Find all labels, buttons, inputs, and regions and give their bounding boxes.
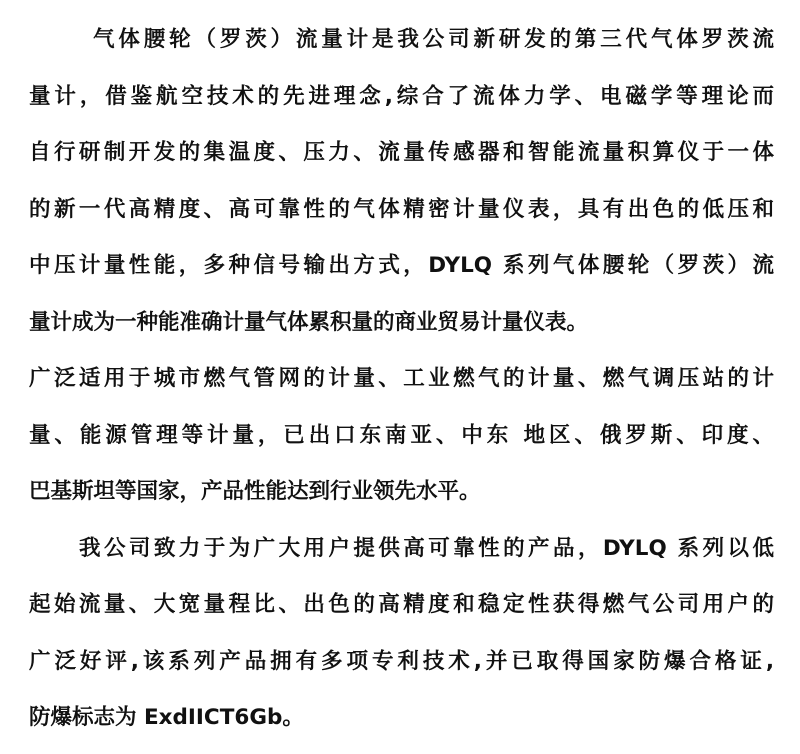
paragraph-1-line-4: 的新一代高精度、高可靠性的气体精密计量仪表，具有出色的低压和: [29, 196, 774, 222]
paragraph-3-line-2: 起始流量、大宽量程比、出色的高精度和稳定性获得燃气公司用户的: [29, 592, 774, 617]
paragraph-1-line-3: 自行研制开发的集温度、压力、流量传感器和智能流量积算仪于一体: [29, 140, 774, 165]
paragraph-1-line-1: 气体腰轮（罗茨）流量计是我公司新研发的第三代气体罗茨流: [93, 27, 774, 52]
paragraph-2-line-2: 量、能源管理等计量，已出口东南亚、中东 地区、俄罗斯、印度、: [29, 422, 774, 448]
paragraph-2-line-1: 广泛适用于城市燃气管网的计量、工业燃气的计量、燃气调压站的计: [29, 366, 774, 391]
paragraph-2-line-3: 巴基斯坦等国家，产品性能达到行业领先水平。: [29, 479, 481, 504]
paragraph-3-line-1: 我公司致力于为广大用户提供高可靠性的产品，DYLQ 系列以低: [79, 535, 774, 561]
paragraph-3-line-3: 广泛好评,该系列产品拥有多项专利技术,并已取得国家防爆合格证,: [29, 648, 774, 674]
paragraph-1-line-2: 量计，借鉴航空技术的先进理念,综合了流体力学、电磁学等理论而: [29, 83, 774, 109]
document-body: [29, 12, 774, 747]
paragraph-1-line-6: 量计成为一种能准确计量气体累积量的商业贸易计量仪表。: [29, 309, 589, 335]
paragraph-3-line-4: 防爆标志为 ExdIICT6Gb。: [29, 705, 304, 730]
paragraph-1-line-5: 中压计量性能，多种信号输出方式，DYLQ 系列气体腰轮（罗茨）流: [29, 253, 774, 278]
